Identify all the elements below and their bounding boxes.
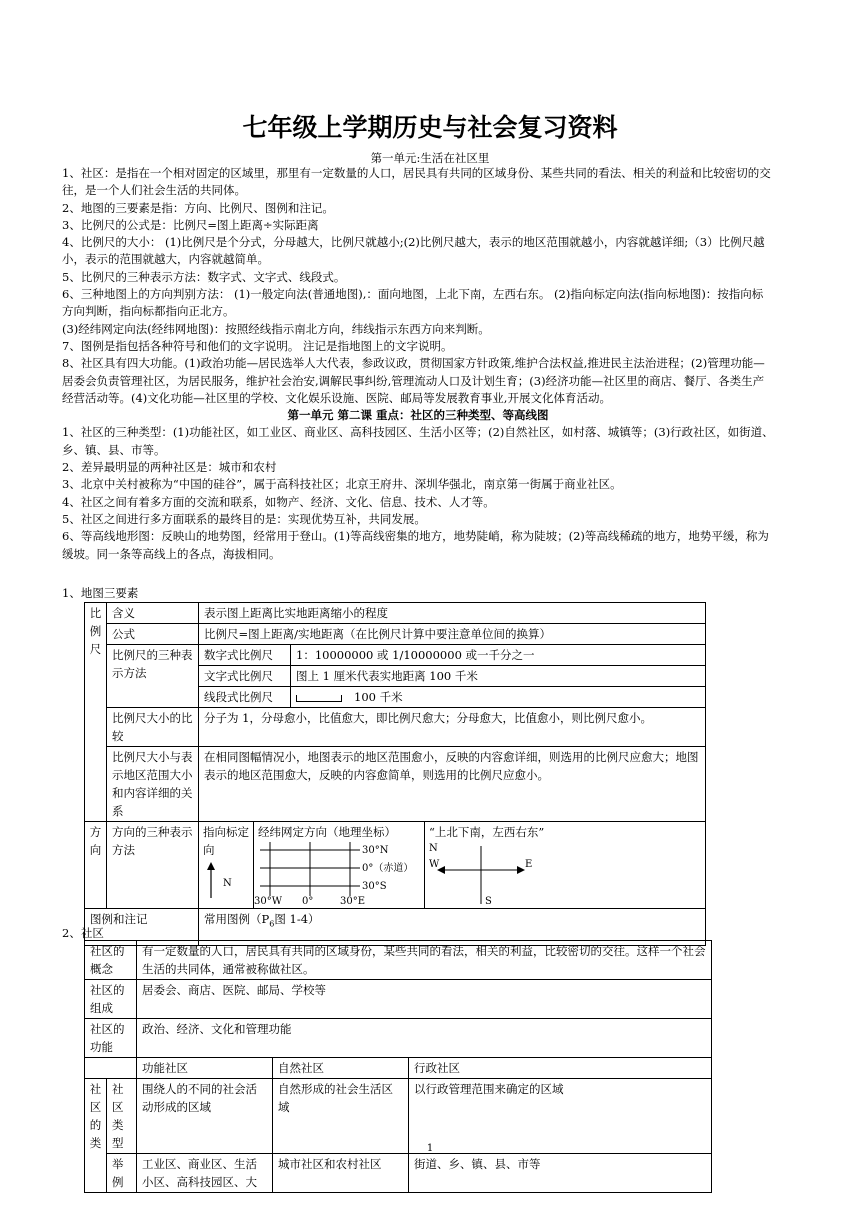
- cell-value: 街道、乡、镇、县、市等: [409, 1154, 712, 1193]
- cell-key: 比例尺的三种表示方法: [107, 645, 199, 708]
- unit-subtitle: 第一单元:生活在社区里: [370, 151, 490, 165]
- cell-key: 方向的三种表示方法: [107, 822, 199, 909]
- cell-value: 在相同图幅情况小，地图表示的地区范围愈小，反映的内容愈详细，则选用的比例尺应愈大；地图表示的地区范围愈大，反映的内容愈简单，则选用的比例尺应愈小。: [199, 747, 706, 822]
- page-title: 七年级上学期历史与社会复习资料: [242, 113, 618, 142]
- paragraph: 2、地图的三要素是指：方向、比例尺、图例和注记。: [62, 200, 334, 215]
- grid-title: 经纬网定方向（地理坐标）: [258, 825, 396, 839]
- header-cell: 自然社区: [273, 1058, 409, 1079]
- cell-key: 含义: [107, 603, 199, 624]
- map-elements-table: [84, 602, 706, 946]
- paragraph: (3)经纬网定向法(经纬网地图)：按照经线指示南北方向，纬线指示东西方向来判断。: [62, 321, 490, 336]
- paragraph: 3、比例尺的公式是：比例尺=图上距离÷实际距离: [62, 217, 319, 232]
- pointer-method: [199, 822, 253, 908]
- cell-value: 自然形成的社会生活区域: [273, 1079, 409, 1154]
- legend-text-end: 图 1-4）: [274, 912, 320, 926]
- cell-value: 有一定数量的人口，居民具有共同的区域身份，某些共同的看法，相关的利益，比较密切的交往。这样一个社会生活的共同体，通常被称做社区。: [137, 941, 712, 980]
- paragraph: 3、北京中关村被称为“中国的硅谷”，属于高科技社区；北京王府井、深圳华强北，南京第一街属于商业社区。: [62, 477, 622, 492]
- lesson-heading: 第一单元 第二课 重点：社区的三种类型、等高线图: [287, 408, 549, 423]
- direction-diagrams: [199, 822, 706, 909]
- lon-0: 0°: [302, 896, 314, 906]
- cell-key: 文字式比例尺: [199, 666, 291, 687]
- cell-key: 比例尺大小与表示地区范围大小和内容详细的关系: [107, 747, 199, 822]
- paragraph: 6、等高线地形图：反映山的地势图，经常用于登山。(1)等高线密集的地方，地势陡峭，称为陡坡；(2)等高线稀疏的地方，地势平缓，称为缓坡。同一条等高线上的各点，海拔相同。: [62, 529, 769, 561]
- community-table: [84, 940, 712, 1193]
- compass-cross-icon: [425, 840, 565, 906]
- compass-e: E: [525, 859, 533, 870]
- table1-caption: 1、地图三要素: [62, 586, 139, 600]
- north-arrow-icon: [203, 860, 233, 900]
- cell-value: 围绕人的不同的社会活动形成的区域: [137, 1079, 273, 1154]
- cell-key: 线段式比例尺: [199, 687, 291, 708]
- compass-n: N: [429, 843, 438, 854]
- pointer-n-label: N: [223, 878, 232, 889]
- compass-method: [424, 822, 705, 908]
- direction-group-label: 方向: [85, 822, 107, 909]
- header-blank: [85, 1058, 137, 1079]
- pointer-label: 指向标定向: [203, 825, 249, 857]
- cell-key: 公式: [107, 624, 199, 645]
- cell-key: 比例尺大小的比较: [107, 708, 199, 747]
- paragraph: 5、社区之间进行多方面联系的最终目的是：实现优势互补，共同发展。: [62, 511, 426, 526]
- cell-key: 社区的功能: [85, 1019, 137, 1058]
- cell-key: 举例: [107, 1154, 137, 1193]
- lat-equator: 0°（赤道）: [362, 863, 414, 874]
- compass-w: W: [429, 859, 440, 870]
- cell-key: 社区的组成: [85, 980, 137, 1019]
- types-group-label: 社区的类: [85, 1079, 107, 1193]
- cell-value: [291, 687, 706, 708]
- grid-method: [253, 822, 424, 908]
- compass-s: S: [485, 896, 492, 906]
- cell-value: 工业区、商业区、生活小区、高科技园区、大: [137, 1154, 273, 1193]
- cell-key: 数字式比例尺: [199, 645, 291, 666]
- paragraph: 8、社区具有四大功能。(1)政治功能—居民选举人大代表，参政议政，贯彻国家方针政策,维护合法权益,推进民主法治进程；(2)管理功能—居委会负责管理社区，为居民服务，维护社会治安,调解民事纠纷,管理流动人口及计划生育；(3)经济功能—社区里的商店、餐厅、各类生产经营活动等。(4)文化功能—社区里的学校、文化娱乐设施、医院、邮局等发展教育事业,开展文化体育活动。: [62, 356, 765, 405]
- legend-sub: 6: [269, 919, 275, 929]
- paragraph: 4、比例尺的大小： (1)比例尺是个分式，分母越大，比例尺就越小;(2)比例尺越大，表示的地区范围就越小，内容就越详细;（3）比例尺越小，表示的范围就越大，内容就越简单。: [62, 235, 765, 267]
- cell-key: 社区类型: [107, 1079, 137, 1154]
- lat-30s: 30°S: [362, 881, 387, 892]
- table2-caption: 2、社区: [62, 926, 104, 940]
- cell-value: 政治、经济、文化和管理功能: [137, 1019, 712, 1058]
- legend-text: 常用图例（P: [204, 912, 270, 926]
- graticule-icon: [254, 840, 424, 906]
- cell-value: 图上 1 厘米代表实地距离 100 千米: [291, 666, 706, 687]
- notes-body: [62, 165, 774, 563]
- cell-value: 居委会、商店、医院、邮局、学校等: [137, 980, 712, 1019]
- scale-group-label: 比例尺: [85, 603, 107, 822]
- paragraph: 6、三种地图上的方向判别方法： (1)一般定向法(普通地图),：面向地图，上北下南，左西右东。 (2)指向标定向法(指向标地图)：按指向标方向判断，指向标都指向正北方。: [62, 287, 764, 319]
- paragraph: 5、比例尺的三种表示方法：数字式、文字式、线段式。: [62, 269, 346, 284]
- cell-value: 比例尺=图上距离/实地距离（在比例尺计算中要注意单位间的换算）: [199, 624, 706, 645]
- paragraph: 2、差异最明显的两种社区是：城市和农村: [62, 460, 277, 475]
- cell-key: 社区的概念: [85, 941, 137, 980]
- paragraph: 1、社区：是指在一个相对固定的区域里，那里有一定数量的人口，居民具有共同的区域身份、某些共同的看法、相关的利益和比较密切的交往，是一个人们社会生活的共同体。: [62, 166, 771, 198]
- cell-key: 图例和注记: [85, 909, 199, 946]
- paragraph: 1、社区的三种类型：(1)功能社区，如工业区、商业区、高科技园区、生活小区等；(2)自然社区，如村落、城镇等；(3)行政社区，如街道、乡、镇、县、市等。: [62, 425, 774, 457]
- lon-30e: 30°E: [340, 896, 366, 906]
- header-cell: 行政社区: [409, 1058, 712, 1079]
- paragraph: 7、图例是指包括各种符号和他们的文字说明。 注记是指地图上的文字说明。: [62, 338, 453, 353]
- header-cell: 功能社区: [137, 1058, 273, 1079]
- cell-value: 表示图上距离比实地距离缩小的程度: [199, 603, 706, 624]
- compass-title: “上北下南，左西右东”: [429, 825, 545, 839]
- paragraph: 4、社区之间有着多方面的交流和联系，如物产、经济、文化、信息、技术、人才等。: [62, 494, 495, 509]
- cell-value: 以行政管理范围来确定的区域: [409, 1079, 712, 1154]
- scale-bar-icon: [296, 695, 342, 702]
- page-number: 1: [426, 1143, 434, 1154]
- lat-30n: 30°N: [362, 845, 389, 856]
- cell-value: 1：10000000 或 1/10000000 或一千分之一: [291, 645, 706, 666]
- lon-30w: 30°W: [254, 896, 283, 906]
- cell-value: 分子为 1，分母愈小，比值愈大，即比例尺愈大；分母愈大，比值愈小，则比例尺愈小。: [199, 708, 706, 747]
- scale-bar-label: 100 千米: [354, 690, 403, 704]
- cell-value: 城市社区和农村社区: [273, 1154, 409, 1193]
